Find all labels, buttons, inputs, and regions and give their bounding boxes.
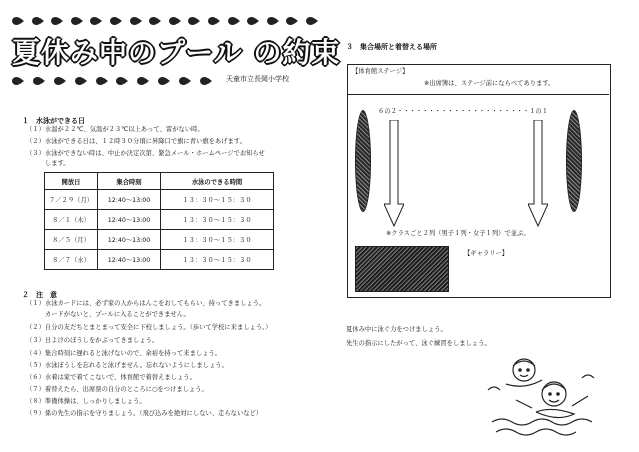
fish-icon — [110, 17, 122, 25]
table-cell: １３：３０～１５：３０ — [161, 230, 274, 250]
fish-icon — [267, 17, 279, 25]
page-title: 夏休み中のプール の約束 — [12, 36, 341, 69]
fish-icon — [96, 77, 108, 85]
fish-icon — [51, 17, 63, 25]
fish-icon — [90, 17, 102, 25]
fish-icon — [169, 17, 181, 25]
section-1-heading: １ 水泳ができる日 — [22, 117, 85, 125]
school-name: 天童市立長岡小学校 — [226, 75, 289, 83]
fish-icon — [137, 77, 149, 85]
table-cell: １３：３０～１５：３０ — [161, 250, 274, 270]
section-1-line: （２）水泳ができる日は、１２時３０分頃に昇降口で旗に青い旗をあげます。 — [26, 138, 246, 145]
left-hatched-oval — [355, 110, 371, 212]
stage-label: 【体育館ステージ】 — [352, 68, 409, 75]
section-2-line: （８）準備体操は、しっかりしましょう。 — [26, 398, 146, 405]
table-cell: 12:40～13:00 — [98, 250, 161, 270]
right-hatched-oval — [566, 110, 582, 212]
table-cell: １３：３０～１５：３０ — [161, 190, 274, 210]
fish-icon — [116, 77, 128, 85]
table-header: 集合時刻 — [98, 173, 161, 190]
fish-border-bottom — [12, 74, 212, 88]
fish-icon — [188, 17, 200, 25]
table-row — [45, 210, 274, 230]
section-2-line: （４）集合時刻に遅れると泳げないので、余裕を持って来ましょう。 — [26, 350, 222, 357]
table-header: 水泳のできる時間 — [161, 173, 274, 190]
table-row — [45, 230, 274, 250]
gallery-label: 【ギャラリー】 — [464, 250, 509, 257]
fish-icon — [286, 17, 298, 25]
arrow-down-icon — [528, 120, 548, 228]
table-row — [45, 250, 274, 270]
fish-icon — [200, 77, 212, 85]
section-2-line: （１）水泳カードには、必ず家の人からはんこをおしてもらい、持ってきましょう。 — [26, 300, 266, 307]
table-cell: 12:40～13:00 — [98, 190, 161, 210]
table-header: 開放日 — [45, 173, 98, 190]
fish-icon — [54, 77, 66, 85]
fish-icon — [12, 17, 24, 25]
fish-icon — [179, 77, 191, 85]
swimming-children-illustration — [486, 350, 606, 442]
fish-icon — [158, 77, 170, 85]
section-2-line: カードがないと、プールに入ることができません。 — [26, 311, 190, 318]
schedule-table — [44, 172, 274, 270]
table-cell: 12:40～13:00 — [98, 230, 161, 250]
fish-icon — [75, 77, 87, 85]
note-line: 夏休み中に泳ぐ力をつけましょう。 — [346, 326, 447, 333]
arrow-down-icon — [384, 120, 404, 228]
fish-icon — [12, 77, 24, 85]
class-line-note: ※クラスごと２列（男子１列・女子１列）で並ぶ。 — [386, 230, 530, 237]
table-cell: ８／１（木） — [45, 210, 98, 230]
table-row — [45, 190, 274, 210]
fish-icon — [247, 17, 259, 25]
fish-icon — [208, 17, 220, 25]
table-cell: １３：３０～１５：３０ — [161, 210, 274, 230]
section-2-line: （２）自分の友だちとまとまって安全に下校しましょう。（歩いて学校に来ましょう。） — [26, 324, 272, 331]
section-2-line: （３）日よけのぼうしをかぶってきましょう。 — [26, 337, 159, 344]
section-1-line: （３）水泳ができない時は、中止か決定次第、緊急メール・ホームページでお知らせ — [26, 150, 265, 157]
fish-icon — [33, 77, 45, 85]
table-header-row — [45, 173, 274, 190]
fish-icon — [71, 17, 83, 25]
gallery-hatched-area — [355, 246, 449, 292]
table-cell: ８／７（水） — [45, 250, 98, 270]
fish-icon — [149, 17, 161, 25]
fish-icon — [130, 17, 142, 25]
fish-icon — [306, 17, 318, 25]
section-2-line: （９）係の先生の指示を守りましょう。（飛び込みを絶対にしない、走らないなど） — [26, 410, 263, 417]
class-order-label: ６の２・・・・・・・・・・・・・・・・・・・・・１の１ — [378, 108, 549, 115]
fish-icon — [228, 17, 240, 25]
section-1-line: します。 — [26, 160, 70, 167]
stage-note: ※出席簿は、ステージ前にならべてあります。 — [424, 80, 555, 87]
section-1-line: （１）水温が２２℃、気温が２３℃以上あって、雷がない時。 — [26, 126, 204, 133]
section-2-line: （５）水泳ぼうしを忘れると泳げません。忘れないようにしましょう。 — [26, 362, 228, 369]
section-2-line: （７）着替えたら、出席票の自分のところに○をつけましょう。 — [26, 386, 208, 393]
fish-icon — [32, 17, 44, 25]
table-cell: ７／２９（月） — [45, 190, 98, 210]
note-line: 先生の指示にしたがって、泳ぐ練習をしましょう。 — [346, 340, 491, 347]
section-3-heading: ３ 集合場所と着替える場所 — [346, 43, 437, 51]
fish-border-top — [12, 14, 318, 28]
table-cell: 12:40～13:00 — [98, 210, 161, 230]
section-2-line: （６）水着は家で着てこないで、体育館で着替えましょう。 — [26, 374, 196, 381]
table-cell: ８／５（月） — [45, 230, 98, 250]
section-2-heading: ２ 注 意 — [22, 291, 57, 299]
